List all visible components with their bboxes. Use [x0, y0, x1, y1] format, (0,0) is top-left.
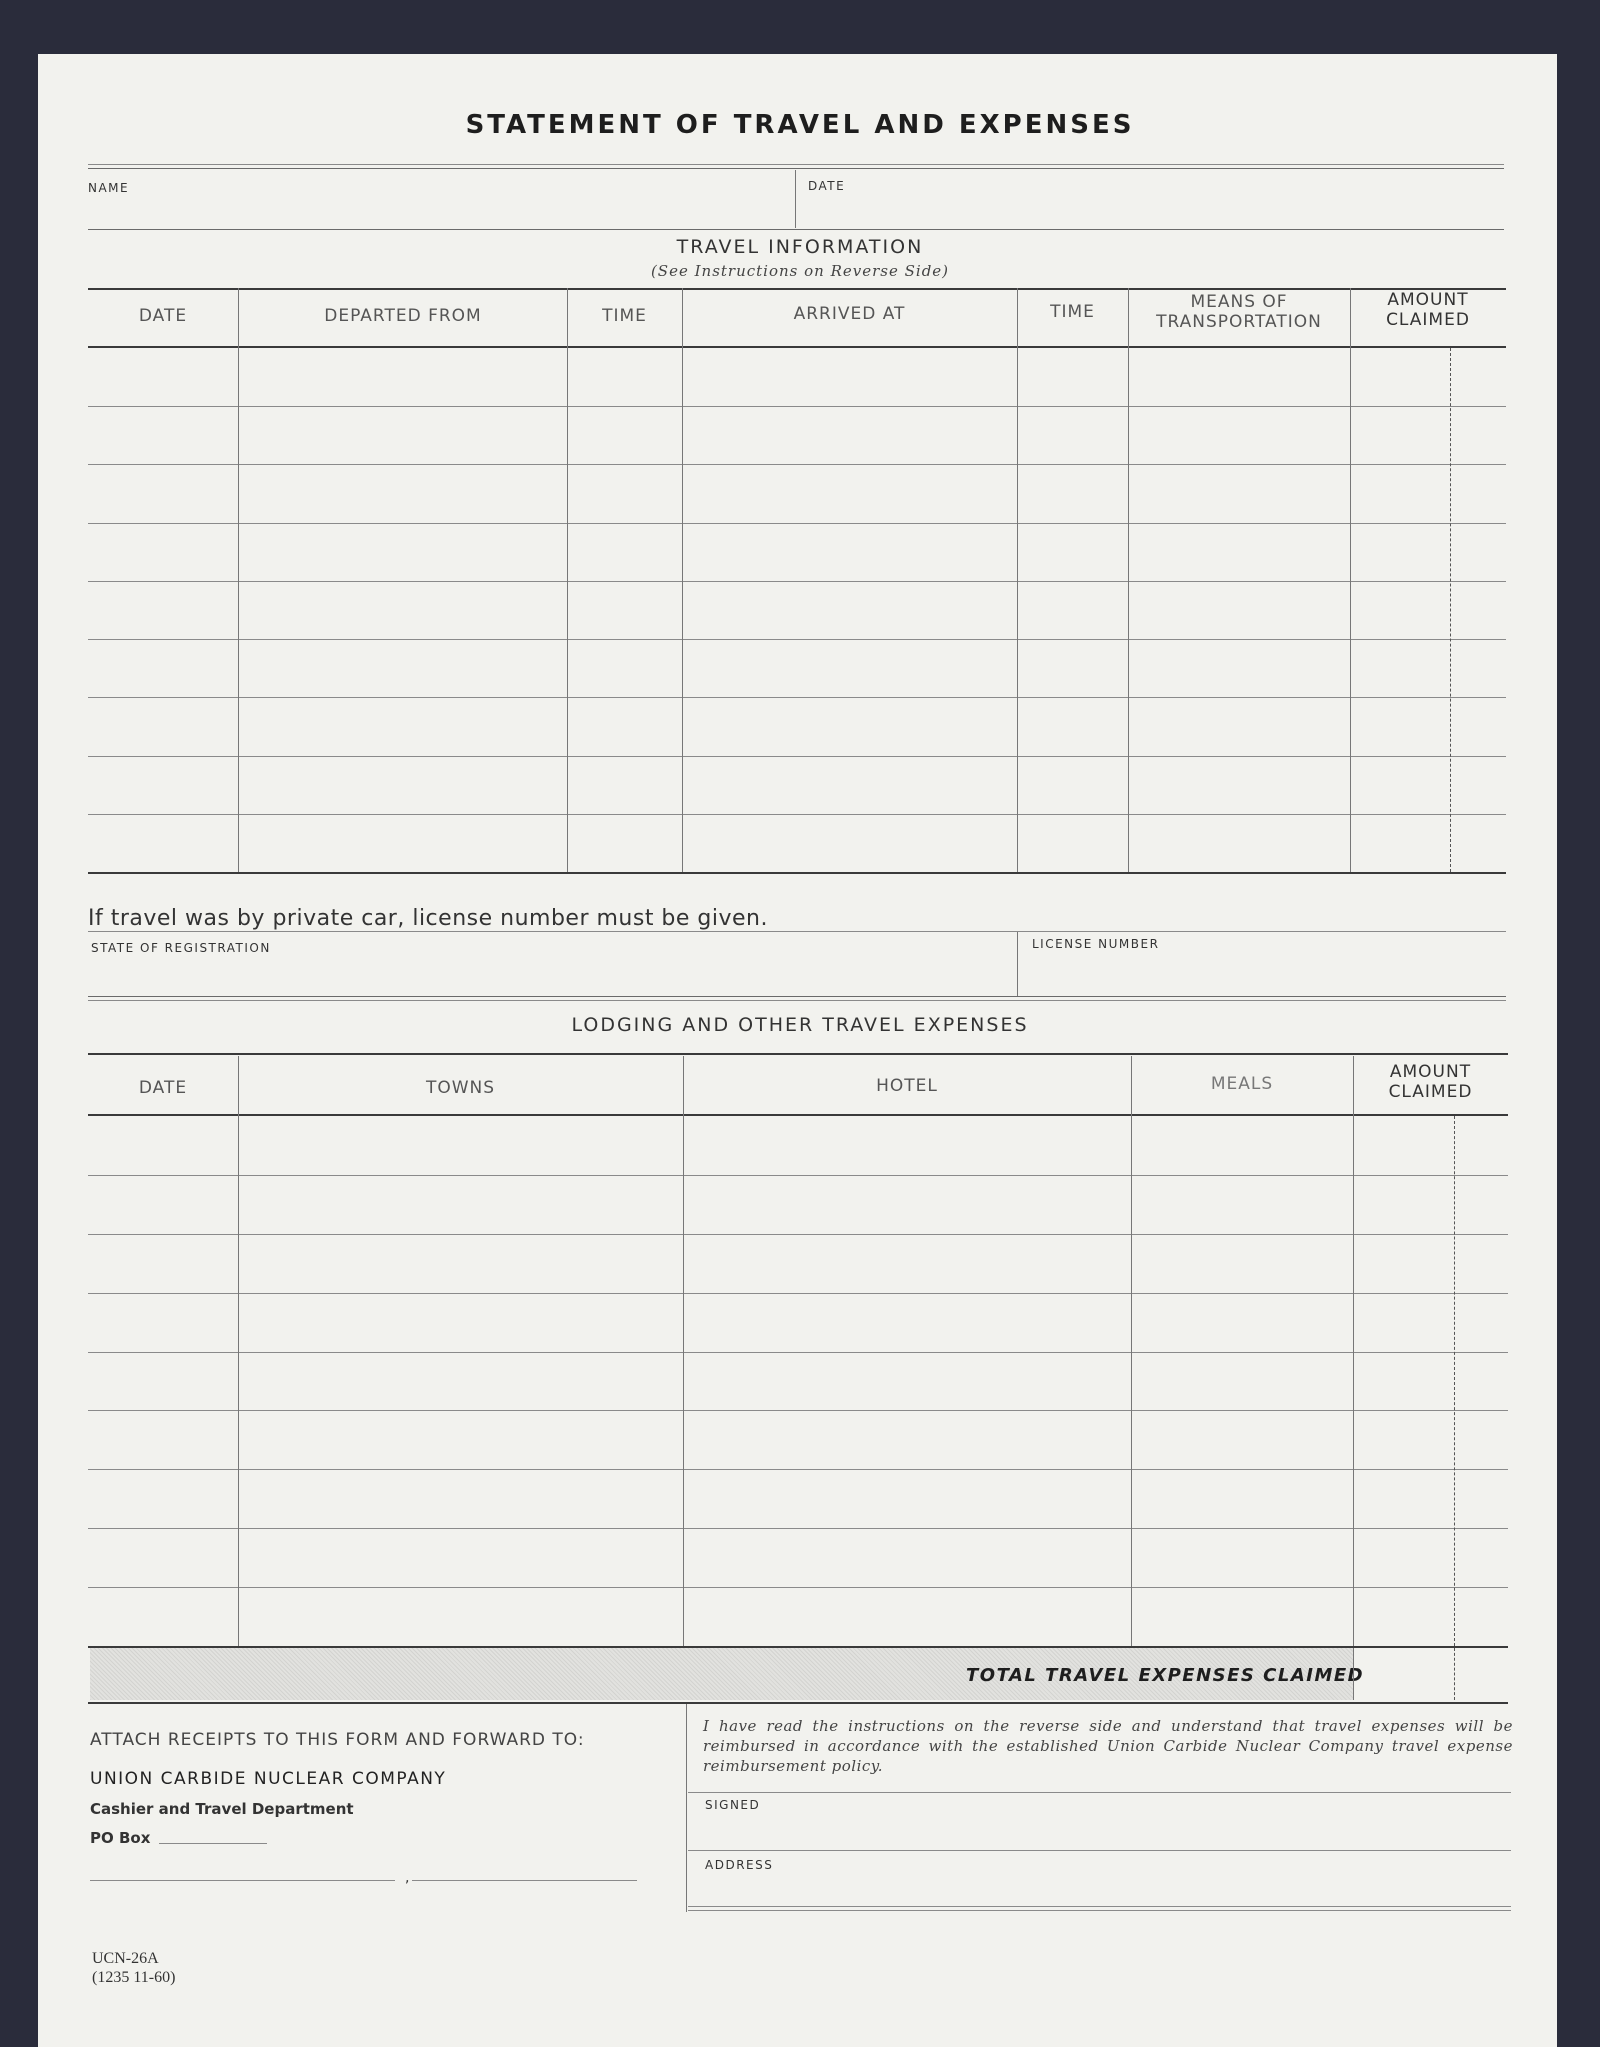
- table-row-line: [88, 756, 1506, 757]
- lodging-table-top: [88, 1053, 1508, 1055]
- column-divider: [567, 288, 568, 872]
- col-departed-from: DEPARTED FROM: [324, 306, 482, 326]
- table-row-line: [88, 523, 1506, 524]
- rule: [88, 168, 1504, 169]
- column-divider: [1128, 288, 1129, 872]
- rule: [88, 931, 1506, 932]
- col-time-arrived: TIME: [1050, 302, 1095, 322]
- po-box-field-line[interactable]: [159, 1843, 267, 1844]
- column-divider: [238, 1056, 239, 1646]
- divider: [1017, 932, 1018, 996]
- table-row-line: [88, 1352, 1508, 1353]
- travel-header-bottom: [88, 346, 1506, 348]
- col-date: DATE: [138, 306, 188, 326]
- col-hotel: HOTEL: [876, 1076, 938, 1096]
- col-means-of-transportation: MEANS OF TRANSPORTATION: [1156, 292, 1322, 332]
- company-name: UNION CARBIDE NUCLEAR COMPANY: [90, 1769, 447, 1789]
- state-field-line[interactable]: [412, 1880, 637, 1881]
- license-number-label: LICENSE NUMBER: [1032, 937, 1160, 951]
- rule: [688, 1910, 1511, 1911]
- column-divider: [683, 1056, 684, 1646]
- form-title: STATEMENT OF TRAVEL AND EXPENSES: [465, 110, 1135, 140]
- rule: [88, 1000, 1506, 1001]
- travel-table-top: [88, 288, 1506, 290]
- table-row-line: [88, 581, 1506, 582]
- table-row-line: [88, 464, 1506, 465]
- address-label: ADDRESS: [705, 1858, 774, 1872]
- table-row-line: [88, 1175, 1508, 1176]
- po-box-label: PO Box: [90, 1829, 151, 1847]
- total-expenses-label: TOTAL TRAVEL EXPENSES CLAIMED: [966, 1665, 1365, 1686]
- cents-divider: [1454, 1116, 1455, 1646]
- registration-field-line[interactable]: [88, 996, 1506, 997]
- col-date: DATE: [138, 1078, 188, 1098]
- city-field-line[interactable]: [90, 1880, 395, 1881]
- divider: [686, 1704, 687, 1912]
- table-row-line: [88, 697, 1506, 698]
- column-divider: [1350, 288, 1351, 872]
- column-divider: [238, 288, 239, 872]
- certification-text: I have read the instructions on the reverse side and understand that travel expenses will be reimbursed in accordance with the established Union Carbide Nuclear Company travel expense reimbursement policy.: [703, 1717, 1513, 1775]
- table-row-line: [88, 1410, 1508, 1411]
- address-field-line[interactable]: [688, 1906, 1511, 1907]
- col-amount-claimed: AMOUNT CLAIMED: [1388, 1062, 1473, 1102]
- table-row-line: [88, 1528, 1508, 1529]
- travel-info-heading: TRAVEL INFORMATION: [676, 236, 924, 258]
- table-row-line: [88, 1587, 1508, 1588]
- col-towns: TOWNS: [425, 1078, 496, 1098]
- lodging-heading: LODGING AND OTHER TRAVEL EXPENSES: [571, 1014, 1029, 1036]
- col-meals: MEALS: [1210, 1074, 1274, 1094]
- col-arrived-at: ARRIVED AT: [793, 304, 906, 324]
- date-label: DATE: [808, 179, 846, 193]
- divider: [795, 170, 796, 228]
- table-row-line: [88, 1293, 1508, 1294]
- col-amount-claimed: AMOUNT CLAIMED: [1386, 290, 1470, 330]
- rule: [88, 164, 1504, 165]
- table-row-line: [88, 1469, 1508, 1470]
- table-row-line: [88, 1234, 1508, 1235]
- table-row-line: [88, 406, 1506, 407]
- signature-field-line[interactable]: [688, 1850, 1511, 1851]
- signed-label: SIGNED: [705, 1798, 761, 1812]
- table-row-line: [88, 814, 1506, 815]
- state-of-registration-label: STATE OF REGISTRATION: [91, 941, 271, 955]
- name-date-field-line[interactable]: [88, 229, 1504, 230]
- table-bottom: [88, 872, 1506, 874]
- form-code: UCN-26A: [92, 1950, 159, 1967]
- department-name: Cashier and Travel Department: [90, 1800, 354, 1818]
- divider: [1353, 1648, 1354, 1700]
- rule: [688, 1792, 1511, 1793]
- cents-divider: [1450, 348, 1451, 872]
- column-divider: [1353, 1056, 1354, 1646]
- column-divider: [682, 288, 683, 872]
- lodging-header-bottom: [88, 1114, 1508, 1116]
- column-divider: [1131, 1056, 1132, 1646]
- cents-divider: [1454, 1648, 1455, 1700]
- attach-receipts-text: ATTACH RECEIPTS TO THIS FORM AND FORWARD TO:: [90, 1730, 585, 1750]
- table-row-line: [88, 639, 1506, 640]
- private-car-note: If travel was by private car, license number must be given.: [88, 906, 768, 931]
- form-revision: (1235 11-60): [92, 1969, 176, 1986]
- column-divider: [1017, 288, 1018, 872]
- col-time-departed: TIME: [602, 306, 647, 326]
- total-bottom-rule: [88, 1702, 1508, 1704]
- name-label: NAME: [88, 181, 130, 195]
- travel-info-subheading: (See Instructions on Reverse Side): [650, 262, 950, 280]
